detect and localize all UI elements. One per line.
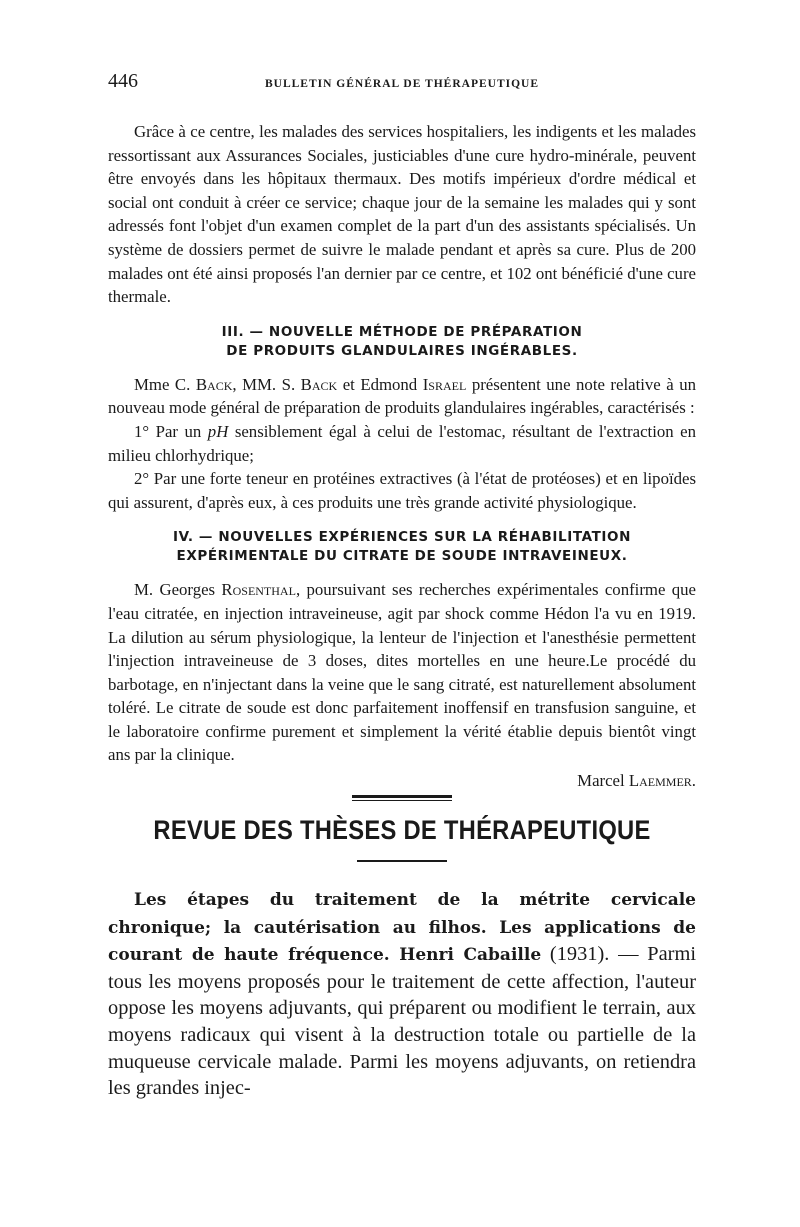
thesis-author: Henri Cabaille <box>389 945 542 966</box>
section-heading-4-line2: EXPÉRIMENTALE DU CITRATE DE SOUDE INTRAVEINEUX. <box>176 548 628 565</box>
review-body <box>108 886 696 1102</box>
thesis-text: — Parmi tous les moyens proposés pour le traitement de cette affection, l'auteur oppose les moyens adjuvants, qui préparent ou modifient le terrain, aux moyens radicaux qui visent à la destruction totale ou partielle de la muqueuse cervicale malade. Parmi les moyens adjuvants, on retiendra les grandes injec- <box>108 943 696 1100</box>
section-heading-4 <box>108 528 696 566</box>
author-name: Rosenthal <box>221 580 296 600</box>
section-3-text: présentent une note relative à un nouveau mode général de préparation de produits glandulaires ingérables, caractérisés : <box>108 374 696 418</box>
section-heading-3 <box>108 323 696 361</box>
section-3-item-2: 2° Par une forte teneur en protéines extractives (à l'état de protéoses) et en lipoïdes qui assurent, d'après eux, à ces produits une très grande activité physiologique. <box>108 469 696 512</box>
item-1-text: sensiblement égal à celui de l'estomac, résultant de l'extraction en milieu chlorhydrique; <box>108 421 696 465</box>
section-heading-4-line1: IV. — NOUVELLES EXPÉRIENCES SUR LA RÉHABILITATION <box>172 529 632 546</box>
section-3-text: , MM. S. <box>232 374 301 394</box>
section-heading-3-line1: III. — NOUVELLE MÉTHODE DE PRÉPARATION <box>221 323 583 340</box>
author-name: Israel <box>422 374 467 394</box>
thesis-year: (1931). <box>541 943 610 966</box>
journal-title: BULLETIN GÉNÉRAL DE THÉRAPEUTIQUE <box>264 78 540 90</box>
signature <box>108 771 696 791</box>
section-4-text: , poursuivant ses recherches expérimentales confirme que l'eau citratée, en injection intraveineuse, agit par shock comme Hédon l'a vu en 1919. La dilution au sérum physiologique, la lenteur de l'injection et l'anesthésie permettent l'injection intraveineuse de 3 doses, dites mortelles en une heure.Le procédé du barbotage, en n'injectant dans la veine que le sang citraté, est naturellement absolument toléré. Le citrate de soude est donc parfaitement inoffensif en transfusion sanguine, et le laboratoire confirme purement et simplement la vérité établie depuis bientôt vingt ans par la clinique. <box>108 580 696 765</box>
thesis-title: Les étapes du traitement de la métrite cervicale chronique; la cautérisation au filhos. Les applications de courant de haute fréquence. <box>108 890 696 966</box>
page-number: 446 <box>108 70 138 92</box>
double-rule-divider <box>352 795 452 801</box>
section-3-item-1 <box>108 420 696 467</box>
section-3-lead: Mme C. <box>134 374 196 394</box>
section-3-text: et Edmond <box>337 374 423 394</box>
section-4-lead: M. Georges <box>134 580 222 600</box>
ph-term: pH <box>207 421 229 441</box>
thesis-entry <box>108 886 696 1102</box>
running-head <box>108 70 696 98</box>
signature-last-name: Laemmer. <box>628 771 696 791</box>
document-page <box>108 70 696 1102</box>
author-name: Back <box>300 374 338 394</box>
review-title: REVUE DES THÈSES DE THÉRAPEUTIQUE <box>153 815 651 846</box>
signature-first-name: Marcel <box>577 771 629 791</box>
single-rule-divider <box>357 860 447 862</box>
item-1-lead: 1° Par un <box>134 421 208 441</box>
section-4-paragraph <box>108 578 696 767</box>
section-heading-3-line2: DE PRODUITS GLANDULAIRES INGÉRABLES. <box>226 342 578 359</box>
intro-paragraph: Grâce à ce centre, les malades des services hospitaliers, les indigents et les malades ressortissant aux Assurances Sociales, justiciables d'une cure hydro-minérale, peuvent être envoyés dans les hôpitaux thermaux. Des motifs impérieux d'ordre médical et social ont conduit à créer ce service; chaque jour de la semaine les malades qui y sont adressés font l'objet d'un examen complet de la part d'un des assistants spécialisés. Un système de dossiers permet de suivre le malade pendant et après sa cure. Plus de 200 malades ont été ainsi proposés l'an dernier par ce centre, et 102 ont bénéficié d'une cure thermale. <box>108 122 696 307</box>
author-name: Back <box>195 374 233 394</box>
section-3-paragraph <box>108 373 696 420</box>
